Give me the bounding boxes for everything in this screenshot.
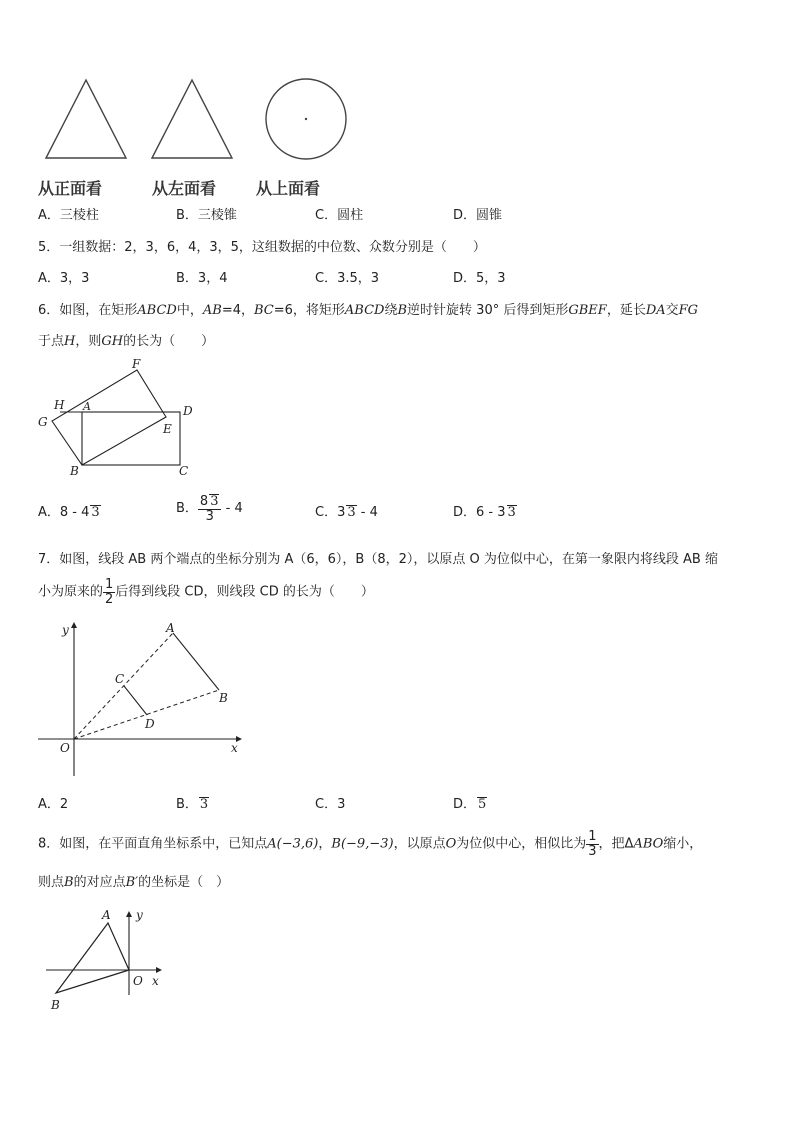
label-c: C xyxy=(179,464,189,478)
q5-option-d[interactable]: D．5，3 xyxy=(453,271,506,286)
dashed-oa xyxy=(74,633,173,739)
q8-figure xyxy=(38,905,178,1017)
label-b: B xyxy=(51,998,60,1012)
q6-stem-line2: 于点H，则GH的长为（ ） xyxy=(38,334,215,349)
y-axis-arrow xyxy=(71,622,77,628)
q5-option-b[interactable]: B．3，4 xyxy=(176,271,228,286)
label-a: A xyxy=(83,400,91,413)
rectangle-gbef xyxy=(52,370,166,465)
q7-figure xyxy=(30,618,250,780)
label-x: x xyxy=(152,974,159,988)
top-view-label: 从上面看 xyxy=(256,179,321,198)
label-d: D xyxy=(183,404,193,418)
q7-stem-line1: 7．如图，线段 AB 两个端点的坐标分别为 A（6，6），B（8，2），以原点 O 为位似中心，在第一象限内将线段 AB 缩 xyxy=(38,552,718,567)
label-g: G xyxy=(38,415,48,429)
left-view-triangle xyxy=(152,80,232,158)
triangle-abo xyxy=(56,923,129,993)
q6-figure xyxy=(30,355,210,480)
q6-option-d[interactable]: D．6 - 3 3 xyxy=(453,505,516,520)
q6-option-a[interactable]: A．8 - 4 3 xyxy=(38,505,100,520)
q7-option-c[interactable]: C．3 xyxy=(315,797,346,812)
segment-ab xyxy=(173,633,219,690)
q4-three-views-figure xyxy=(30,70,370,170)
q4-option-a[interactable]: A．三棱柱 xyxy=(38,208,99,223)
label-a: A xyxy=(102,908,111,922)
q5-stem: 5．一组数据：2，3，6，4，3，5，这组数据的中位数、众数分别是（ ） xyxy=(38,240,486,255)
label-o: O xyxy=(133,974,143,988)
q7-stem-line2: 小为原来的 $\frac{1}{2}$ 后得到线段 CD，则线段 CD 的长为（ ） xyxy=(38,577,374,607)
label-a: A xyxy=(166,621,175,635)
segment-cd xyxy=(124,686,147,715)
label-o: O xyxy=(60,741,70,755)
label-y: y xyxy=(62,623,69,637)
q4-option-b[interactable]: B．三棱锥 xyxy=(176,208,237,223)
front-view-label: 从正面看 xyxy=(38,179,103,198)
top-view-center-dot xyxy=(305,118,307,120)
front-view-triangle xyxy=(46,80,126,158)
label-y: y xyxy=(136,908,143,922)
q6-option-b[interactable]: B． $\frac{8 3}{3}$ - 4 xyxy=(176,494,243,524)
y-axis-arrow xyxy=(126,911,132,917)
q8-stem-line1: 8．如图，在平面直角坐标系中，已知点A(−3,6)，B(−9,−3)，以原点O为位似中心，相似比为 $\frac{1}{3}$ ，把ΔABO缩小， xyxy=(38,829,703,859)
q7-option-a[interactable]: A．2 xyxy=(38,797,69,812)
left-view-label: 从左面看 xyxy=(152,179,217,198)
label-d: D xyxy=(145,717,155,731)
q5-option-a[interactable]: A．3，3 xyxy=(38,271,90,286)
q7-option-b[interactable]: B． 3 xyxy=(176,797,209,812)
label-h: H xyxy=(54,398,65,412)
label-e: E xyxy=(163,422,172,436)
q5-option-c[interactable]: C．3.5，3 xyxy=(315,271,380,286)
label-f: F xyxy=(132,357,141,371)
q7-option-d[interactable]: D． 5 xyxy=(453,797,487,812)
label-x: x xyxy=(231,741,238,755)
label-b: B xyxy=(219,691,228,705)
q6-option-c[interactable]: C．3 3 - 4 xyxy=(315,505,378,520)
q8-stem-line2: 则点B的对应点B′的坐标是（ ） xyxy=(38,875,230,890)
label-b: B xyxy=(70,464,79,478)
q4-option-d[interactable]: D．圆锥 xyxy=(453,208,503,223)
q4-option-c[interactable]: C．圆柱 xyxy=(315,208,364,223)
q6-stem-line1: 6．如图，在矩形ABCD中，AB=4，BC=6，将矩形ABCD绕B逆时针旋转 30° 后得到矩形GBEF，延长DA交FG xyxy=(38,303,699,318)
x-axis-arrow xyxy=(156,967,162,973)
label-c: C xyxy=(115,672,125,686)
